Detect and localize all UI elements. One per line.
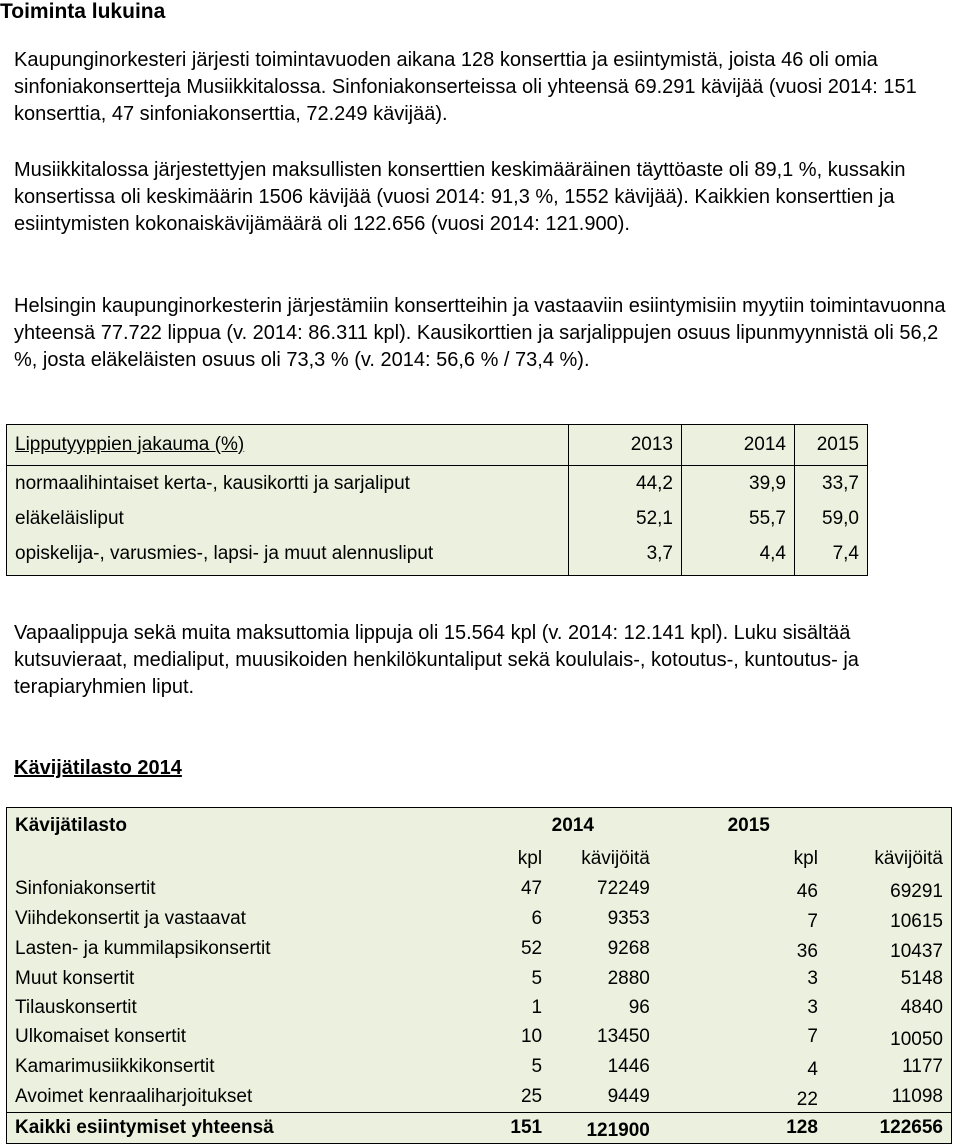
table-cell: 5 [531,967,543,989]
table-header-year: 2015 [727,815,770,836]
concert-type-label: Kamarimusiikkikonsertit [15,1056,215,1077]
table-cell: 39,9 [682,466,795,502]
table-cell: 22 [796,1089,818,1110]
table-row [7,466,868,502]
table-cell: 4 [807,1059,818,1080]
table-cell: 10050 [890,1029,943,1050]
table-cell: 3 [807,996,818,1018]
table-header-year: 2014 [551,815,594,836]
table-cell: 7 [807,911,818,932]
concert-type-label: Tilauskonsertit [15,996,137,1018]
table-cell: 4,4 [682,536,795,576]
table-header-row [7,425,868,466]
table-row [7,904,952,934]
table-cell: 72249 [597,878,650,899]
table-row [7,874,952,904]
table-cell [7,844,464,874]
table-cell: 44,2 [569,466,682,502]
table-cell: 151 [464,1113,550,1144]
table-subheader-row [7,844,952,874]
table-row [7,1082,952,1113]
table-cell: 25 [520,1086,543,1107]
page-heading: Toiminta lukuina [0,0,166,23]
table-cell: 47 [520,878,543,899]
table-header-row [7,808,952,845]
concert-type-label: Lasten- ja kummilapsikonsertit [15,938,271,959]
table-cell: 96 [628,996,650,1018]
ticket-type-label: eläkeläisliput [7,501,569,536]
ticket-type-label: normaalihintaiset kerta-, kausikortti ja sarjaliput [7,466,569,502]
table-cell: 10 [520,1026,543,1047]
table-row [7,934,952,964]
table-row [7,1052,952,1082]
table-row [7,536,868,576]
table-subheader-cell: kpl [793,848,818,869]
concert-type-label: Ulkomaiset konsertit [15,1026,187,1047]
table-cell: 33,7 [795,466,868,502]
table-subheader-cell: kävijöitä [581,848,650,869]
table-header-year: 2013 [569,425,682,466]
table-cell: 7 [807,1026,818,1047]
table-cell: 55,7 [682,501,795,536]
table-cell: 7,4 [795,536,868,576]
table-cell: 128 [658,1113,826,1144]
table-row [7,1022,952,1052]
intro-paragraph: Kaupunginorkesteri järjesti toimintavuoden aikana 128 konserttia ja esiintymistä, joista 46 oli omia sinfoniakonsertteja Musiikkitalossa. Sinfoniakonserteissa oli yhteensä 69.291 kävijää (vuosi 2014: 151 konserttia, 47 sinfoniakonserttia, 72.249 kävijää). [14,49,917,125]
ticket-distribution-table [6,424,868,576]
table-cell: 3,7 [569,536,682,576]
table-row [7,501,868,536]
table-subheader-cell: kpl [517,848,543,869]
attendance-table [6,807,952,1144]
table-cell: 3 [807,967,818,989]
table-row [7,964,952,993]
attendance-subheading: Kävijätilasto 2014 [14,757,182,779]
table-cell: 52,1 [569,501,682,536]
table-total-row [7,1113,952,1144]
table-cell: 59,0 [795,501,868,536]
table-header-year: 2014 [682,425,795,466]
table-cell: 1446 [607,1056,650,1077]
concert-type-label: Viihdekonsertit ja vastaavat [15,908,246,929]
table-header-title: Kävijätilasto [15,815,127,836]
occupancy-paragraph: Musiikkitalossa järjestettyjen maksullisten konserttien keskimääräinen täyttöaste oli 89,1 %, kussakin konsertissa oli keskimäärin 1506 kävijää (vuosi 2014: 91,3 %, 1552 kävijää). Kaikkien konserttien ja esiintymisten kokonaiskävijämäärä oli 122.656 (vuosi 2014: 121.900). [14,159,906,235]
table-row [7,993,952,1022]
concert-type-label: Sinfoniakonsertit [15,878,156,899]
concert-type-label: Muut konsertit [15,967,135,989]
table-cell: 121900 [550,1113,658,1144]
table-cell: 46 [796,881,818,902]
ticket-type-label: opiskelija-, varusmies-, lapsi- ja muut alennusliput [7,536,569,576]
table-cell: 11098 [891,1086,943,1107]
concert-type-label: Avoimet kenraaliharjoitukset [15,1086,253,1107]
table-header-year: 2015 [795,425,868,466]
table-cell: 5148 [900,967,943,989]
ticket-sales-paragraph: Helsingin kaupunginorkesterin järjestämiin konsertteihin ja vastaaviin esiintymisiin myytiin toimintavuonna yhteensä 77.722 lippua (v. 2014: 86.311 kpl). Kausikorttien ja sarjalippujen osuus lipunmyynnistä oli 56,2 %, josta eläkeläisten osuus oli 73,3 % (v. 2014: 56,6 % / 73,4 %). [14,295,946,371]
table-cell: 2880 [607,967,650,989]
table-cell: 1177 [902,1056,943,1077]
total-label: Kaikki esiintymiset yhteensä [7,1113,464,1144]
table-cell: 1 [531,996,543,1018]
table-cell: 10437 [890,941,943,962]
table-cell: 13450 [597,1026,650,1047]
table-cell: 9449 [607,1086,650,1107]
table-cell: 10615 [890,911,943,932]
table-cell: 4840 [900,996,943,1018]
table-cell: 9268 [607,938,650,959]
free-tickets-paragraph: Vapaalippuja sekä muita maksuttomia lippuja oli 15.564 kpl (v. 2014: 12.141 kpl). Luku sisältää kutsuvieraat, medialiput, muusikoiden henkilökuntaliput sekä koululais-, kotoutus-, kuntoutus- ja terapiaryhmien liput. [14,622,859,698]
table-cell: 5 [531,1056,543,1077]
table-cell: 69291 [890,881,943,902]
table-subheader-cell: kävijöitä [874,848,943,869]
table-cell: 36 [796,941,818,962]
table-cell: 9353 [607,908,650,929]
table-cell: 52 [520,938,543,959]
table-cell: 122656 [826,1113,952,1144]
table-cell: 6 [531,908,543,929]
table-header-title: Lipputyyppien jakauma (%) [7,425,569,466]
